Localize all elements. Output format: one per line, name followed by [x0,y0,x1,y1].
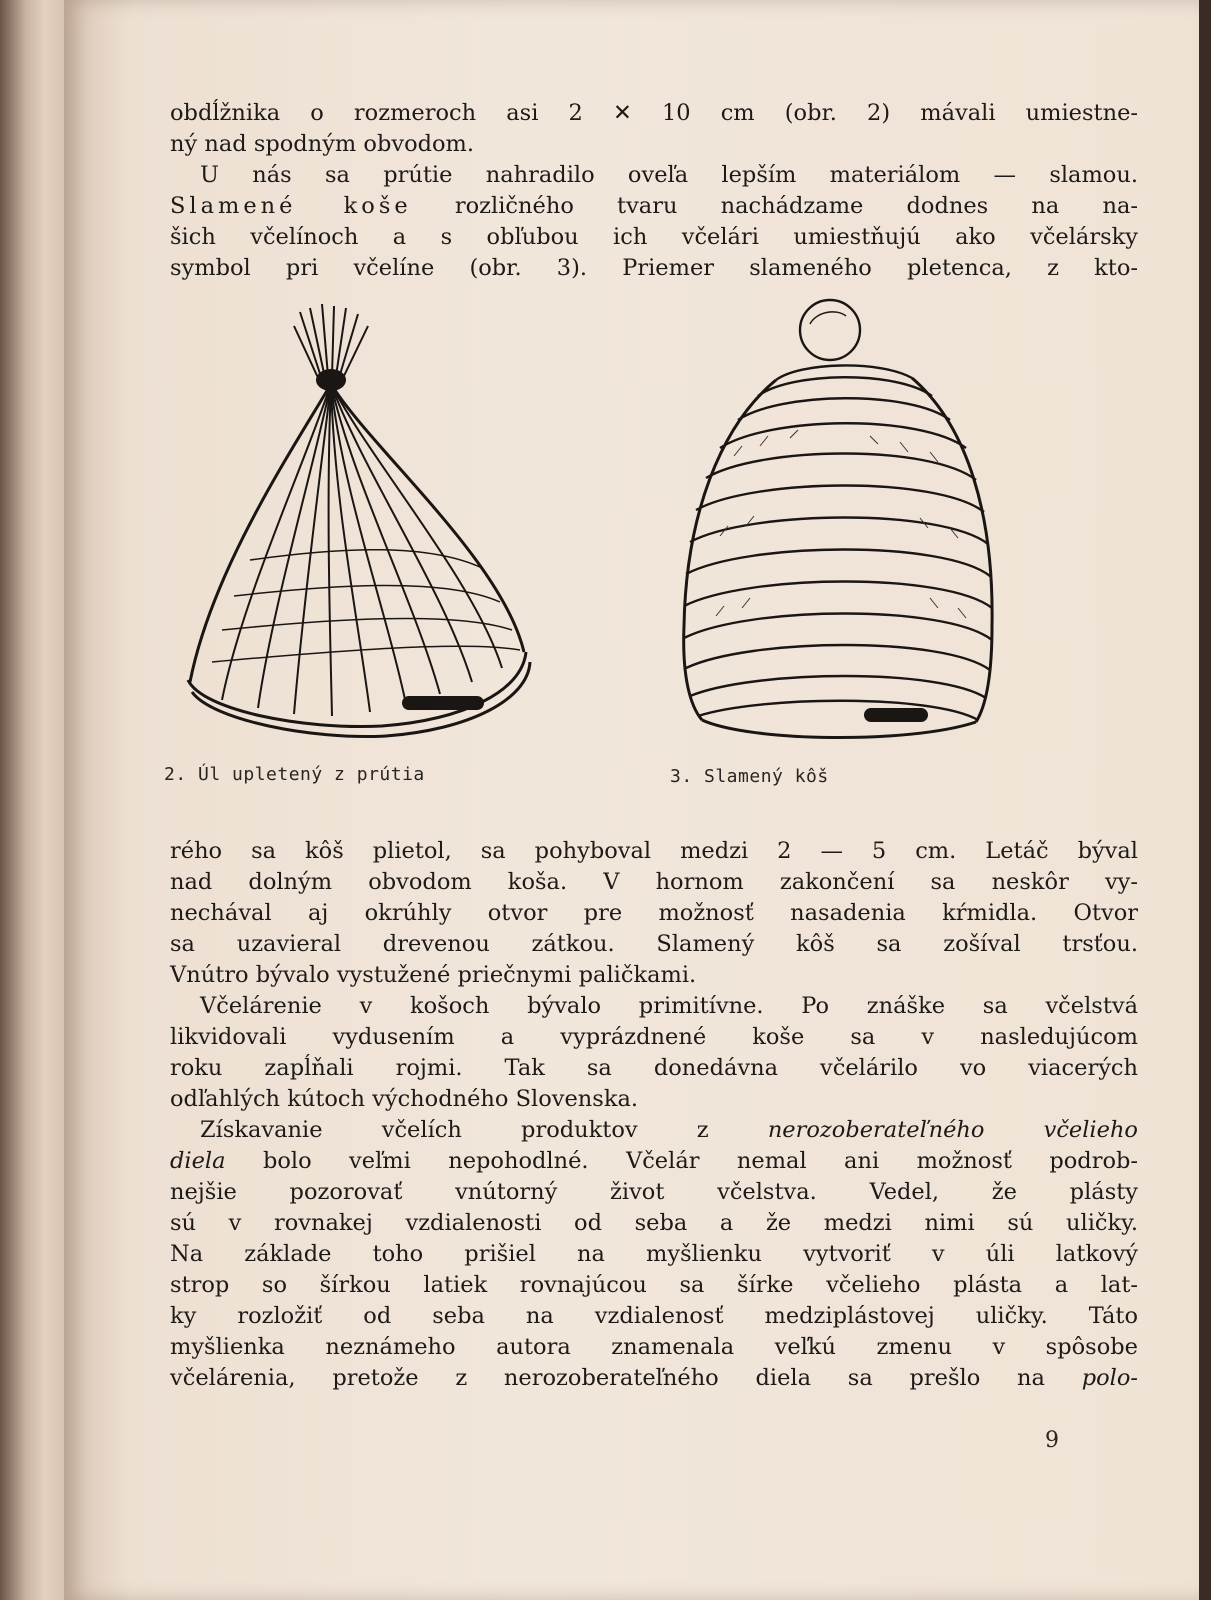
text-line [170,1115,1138,1146]
text-line: sa uzavieral drevenou zátkou. Slamený kôš sa zošíval trsťou. [170,931,1138,957]
text-line: nad dolným obvodom koša. V hornom zakončení sa neskôr vy- [170,869,1138,895]
text-line: U nás sa prútie nahradilo oveľa lepším materiálom — slamou. [200,162,1138,188]
spaced-term: Slamené koše [170,193,412,219]
text-line: odľahlých kútoch východného Slovenska. [170,1086,639,1112]
text-line [170,1363,1138,1394]
text-line: nejšie pozorovať vnútorný život včelstva. Vedel, že plásty [170,1179,1138,1205]
italic-term: polo- [1081,1365,1138,1391]
paragraph-primitive-beekeeping [170,991,1138,1115]
text-span: bolo veľmi nepohodlné. Včelár nemal ani možnosť podrob- [225,1148,1138,1174]
text-line [170,1146,1138,1177]
page-number: 9 [1045,1428,1059,1453]
text-line: strop so šírkou latiek rovnajúcou sa šírke včelieho plásta a lat- [170,1272,1138,1298]
text-line: Včelárenie v košoch bývalo primitívne. Po znáške sa včelstvá [200,993,1138,1019]
text-line: Vnútro bývalo vystužené priečnymi paličkami. [170,962,697,988]
figure-3-caption: 3. Slamený kôš [670,766,829,787]
text-line: obdĺžnika o rozmeroch asi 2 ✕ 10 cm (obr. 2) mávali umiestne- [170,100,1138,126]
text-line: rého sa kôš plietol, sa pohyboval medzi 2 — 5 cm. Letáč býval [170,838,1138,864]
text-line: ky rozložiť od seba na vzdialenosť medziplástovej uličky. Táto [170,1303,1138,1329]
text-line: nechával aj okrúhly otvor pre možnosť nasadenia kŕmidla. Otvor [170,900,1138,926]
text-span: rozličného tvaru nachádzame dodnes na na- [454,193,1138,219]
book-spine [0,0,64,1600]
text-line: myšlienka neznámeho autora znamenala veľkú zmenu v spôsobe [170,1334,1138,1360]
straw-skep-icon [650,296,1000,756]
text-line: roku zapĺňali rojmi. Tak sa donedávna včelárilo vo viacerých [170,1055,1138,1081]
italic-term: nerozoberateľného včelieho [767,1117,1138,1143]
book-page [64,0,1199,1600]
text-line: ný nad spodným obvodom. [170,131,475,157]
paragraph-straw-skeps [170,160,1138,284]
text-line: symbol pri včelíne (obr. 3). Priemer slameného pletenca, z kto- [170,255,1138,281]
paragraph-weaving [170,836,1138,991]
text-line: Na základe toho prišiel na myšlienku vytvoriť v úli latkový [170,1241,1138,1267]
text-span: Získavanie včelích produktov z [200,1117,768,1143]
text-line [170,191,1138,222]
text-span: včelárenia, pretože z nerozoberateľného diela sa prešlo na [170,1365,1082,1391]
wicker-skep-icon [182,300,542,740]
figure-2-caption: 2. Úl upletený z prútia [164,764,425,785]
paragraph-top [170,98,1138,160]
text-line: sú v rovnakej vzdialenosti od seba a že medzi nimi sú uličky. [170,1210,1138,1236]
text-line: likvidovali vydusením a vyprázdnené koše sa v nasledujúcom [170,1024,1138,1050]
text-line: šich včelínoch a s obľubou ich včelári umiestňujú ako včelársky [170,224,1138,250]
paragraph-frame-invention [170,1115,1138,1394]
italic-term: diela [170,1148,226,1174]
